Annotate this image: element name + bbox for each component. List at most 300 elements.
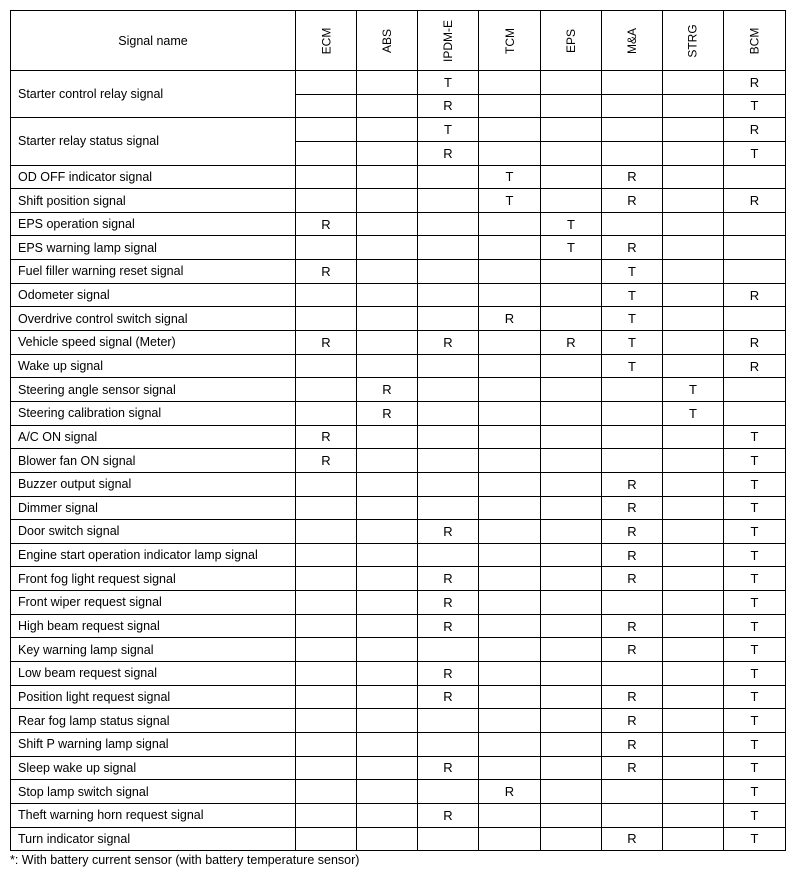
table-row	[11, 614, 786, 638]
value-cell: T	[663, 378, 724, 402]
unit-label: ABS	[379, 28, 394, 53]
value-cell	[479, 520, 541, 544]
table-row	[11, 827, 786, 851]
value-cell	[541, 141, 602, 165]
value-cell	[296, 543, 357, 567]
signal-name-cell: Odometer signal	[11, 283, 296, 307]
signal-name-cell: Theft warning horn request signal	[11, 803, 296, 827]
value-cell: T	[724, 803, 786, 827]
signal-name-cell: Sleep wake up signal	[11, 756, 296, 780]
unit-label: M&A	[624, 27, 639, 54]
value-cell: T	[418, 71, 479, 95]
unit-header-ecm	[296, 11, 357, 71]
value-cell	[357, 496, 418, 520]
table-row	[11, 307, 786, 331]
value-cell	[357, 307, 418, 331]
signal-name-cell: Steering angle sensor signal	[11, 378, 296, 402]
value-cell	[357, 756, 418, 780]
value-cell	[602, 71, 663, 95]
value-cell	[357, 638, 418, 662]
value-cell	[663, 141, 724, 165]
value-cell: T	[724, 543, 786, 567]
value-cell	[296, 472, 357, 496]
value-cell	[479, 756, 541, 780]
value-cell	[296, 638, 357, 662]
value-cell: R	[724, 189, 786, 213]
value-cell	[296, 71, 357, 95]
value-cell	[663, 732, 724, 756]
value-cell	[663, 685, 724, 709]
value-cell: T	[418, 118, 479, 142]
signal-name-cell: Rear fog lamp status signal	[11, 709, 296, 733]
value-cell	[541, 118, 602, 142]
value-cell	[357, 662, 418, 686]
signal-name-cell: Blower fan ON signal	[11, 449, 296, 473]
value-cell	[479, 472, 541, 496]
value-cell	[541, 71, 602, 95]
value-cell	[418, 449, 479, 473]
value-cell: R	[357, 378, 418, 402]
value-cell	[479, 401, 541, 425]
value-cell: R	[724, 71, 786, 95]
value-cell	[479, 260, 541, 284]
value-cell	[479, 283, 541, 307]
signal-name-cell: Low beam request signal	[11, 662, 296, 686]
signal-name-cell: Dimmer signal	[11, 496, 296, 520]
value-cell	[418, 307, 479, 331]
table-row	[11, 331, 786, 355]
value-cell: T	[663, 401, 724, 425]
table-row	[11, 685, 786, 709]
value-cell: T	[724, 94, 786, 118]
value-cell: R	[602, 567, 663, 591]
value-cell	[602, 141, 663, 165]
value-cell: R	[602, 756, 663, 780]
value-cell	[357, 331, 418, 355]
value-cell: R	[724, 283, 786, 307]
value-cell	[357, 94, 418, 118]
value-cell	[663, 94, 724, 118]
value-cell	[357, 236, 418, 260]
value-cell	[418, 827, 479, 851]
value-cell	[357, 425, 418, 449]
value-cell	[541, 378, 602, 402]
value-cell: T	[541, 236, 602, 260]
unit-header-abs	[357, 11, 418, 71]
value-cell: R	[602, 685, 663, 709]
value-cell	[296, 141, 357, 165]
unit-label: EPS	[563, 28, 578, 53]
value-cell: R	[602, 520, 663, 544]
value-cell: R	[602, 614, 663, 638]
value-cell	[541, 401, 602, 425]
value-cell	[602, 378, 663, 402]
value-cell	[479, 709, 541, 733]
table-row	[11, 780, 786, 804]
value-cell	[418, 212, 479, 236]
value-cell	[663, 472, 724, 496]
value-cell	[663, 260, 724, 284]
unit-header-strg	[663, 11, 724, 71]
table-row	[11, 591, 786, 615]
value-cell	[418, 732, 479, 756]
value-cell	[724, 260, 786, 284]
table-row	[11, 260, 786, 284]
unit-header-tcm	[479, 11, 541, 71]
value-cell	[479, 236, 541, 260]
value-cell	[418, 709, 479, 733]
signal-name-cell: Wake up signal	[11, 354, 296, 378]
value-cell	[357, 189, 418, 213]
value-cell: T	[724, 827, 786, 851]
value-cell: R	[418, 94, 479, 118]
value-cell	[296, 614, 357, 638]
value-cell: R	[479, 780, 541, 804]
value-cell: R	[602, 709, 663, 733]
value-cell	[418, 496, 479, 520]
value-cell	[296, 732, 357, 756]
value-cell	[663, 567, 724, 591]
value-cell	[357, 165, 418, 189]
value-cell	[541, 354, 602, 378]
signal-name-cell: Starter control relay signal	[11, 71, 296, 118]
value-cell: R	[418, 803, 479, 827]
value-cell: R	[479, 307, 541, 331]
signal-name-cell: Starter relay status signal	[11, 118, 296, 165]
value-cell: T	[724, 756, 786, 780]
value-cell	[663, 803, 724, 827]
value-cell	[296, 756, 357, 780]
value-cell: T	[724, 472, 786, 496]
value-cell: T	[479, 165, 541, 189]
value-cell	[724, 401, 786, 425]
value-cell	[296, 283, 357, 307]
value-cell: R	[602, 236, 663, 260]
value-cell	[663, 331, 724, 355]
value-cell	[418, 638, 479, 662]
value-cell: T	[724, 520, 786, 544]
value-cell	[663, 780, 724, 804]
value-cell	[602, 803, 663, 827]
table-row	[11, 732, 786, 756]
value-cell	[479, 94, 541, 118]
value-cell: T	[724, 496, 786, 520]
value-cell	[357, 118, 418, 142]
value-cell	[296, 354, 357, 378]
value-cell	[663, 425, 724, 449]
value-cell	[663, 283, 724, 307]
signal-name-cell: Shift position signal	[11, 189, 296, 213]
value-cell: T	[602, 307, 663, 331]
value-cell	[357, 709, 418, 733]
value-cell: T	[602, 260, 663, 284]
value-cell	[296, 165, 357, 189]
value-cell: T	[724, 567, 786, 591]
value-cell	[602, 401, 663, 425]
signal-name-cell: High beam request signal	[11, 614, 296, 638]
unit-label: IPDM-E	[441, 19, 455, 62]
value-cell	[479, 543, 541, 567]
value-cell	[663, 709, 724, 733]
value-cell	[357, 212, 418, 236]
value-cell	[541, 449, 602, 473]
value-cell	[541, 803, 602, 827]
value-cell	[479, 591, 541, 615]
value-cell	[663, 71, 724, 95]
signal-table	[10, 10, 786, 851]
value-cell: R	[296, 449, 357, 473]
signal-name-cell: Front wiper request signal	[11, 591, 296, 615]
value-cell	[357, 354, 418, 378]
header-row	[11, 11, 786, 71]
value-cell	[357, 614, 418, 638]
value-cell	[663, 638, 724, 662]
value-cell	[663, 591, 724, 615]
value-cell	[296, 496, 357, 520]
value-cell	[663, 212, 724, 236]
value-cell: R	[602, 472, 663, 496]
value-cell	[418, 165, 479, 189]
value-cell: T	[602, 331, 663, 355]
signal-name-cell: Key warning lamp signal	[11, 638, 296, 662]
value-cell: T	[724, 591, 786, 615]
value-cell: R	[418, 591, 479, 615]
value-cell	[357, 685, 418, 709]
value-cell	[357, 567, 418, 591]
value-cell: R	[296, 425, 357, 449]
value-cell: T	[724, 732, 786, 756]
value-cell	[479, 141, 541, 165]
unit-header-m-and-a	[602, 11, 663, 71]
value-cell	[541, 638, 602, 662]
value-cell	[418, 780, 479, 804]
value-cell	[541, 94, 602, 118]
value-cell	[479, 662, 541, 686]
signal-name-cell: Position light request signal	[11, 685, 296, 709]
value-cell	[663, 354, 724, 378]
value-cell: T	[602, 283, 663, 307]
value-cell: T	[541, 212, 602, 236]
value-cell	[296, 520, 357, 544]
value-cell	[296, 378, 357, 402]
value-cell	[541, 662, 602, 686]
value-cell	[479, 354, 541, 378]
value-cell: T	[724, 662, 786, 686]
unit-label: ECM	[318, 27, 333, 54]
value-cell	[296, 307, 357, 331]
table-row	[11, 709, 786, 733]
value-cell	[418, 236, 479, 260]
value-cell	[357, 591, 418, 615]
value-cell	[602, 780, 663, 804]
signal-name-cell: Overdrive control switch signal	[11, 307, 296, 331]
value-cell: R	[357, 401, 418, 425]
value-cell: R	[602, 732, 663, 756]
value-cell	[479, 567, 541, 591]
value-cell: R	[418, 685, 479, 709]
value-cell	[418, 189, 479, 213]
value-cell	[724, 307, 786, 331]
value-cell	[541, 685, 602, 709]
value-cell	[724, 212, 786, 236]
value-cell: R	[296, 331, 357, 355]
value-cell	[296, 685, 357, 709]
value-cell	[418, 425, 479, 449]
value-cell	[296, 803, 357, 827]
value-cell	[418, 260, 479, 284]
value-cell	[479, 496, 541, 520]
value-cell: R	[418, 141, 479, 165]
table-row	[11, 425, 786, 449]
value-cell	[357, 472, 418, 496]
value-cell	[296, 567, 357, 591]
unit-header-bcm	[724, 11, 786, 71]
table-row	[11, 71, 786, 95]
table-row	[11, 378, 786, 402]
value-cell: R	[418, 520, 479, 544]
signal-name-cell: Steering calibration signal	[11, 401, 296, 425]
value-cell: T	[724, 709, 786, 733]
value-cell	[663, 827, 724, 851]
value-cell	[357, 780, 418, 804]
value-cell	[296, 780, 357, 804]
value-cell	[479, 732, 541, 756]
value-cell	[541, 780, 602, 804]
value-cell: T	[602, 354, 663, 378]
table-row	[11, 401, 786, 425]
signal-name-cell: EPS warning lamp signal	[11, 236, 296, 260]
value-cell: R	[418, 331, 479, 355]
signal-name-header: Signal name	[11, 11, 296, 71]
signal-name-cell: Buzzer output signal	[11, 472, 296, 496]
table-row	[11, 756, 786, 780]
value-cell: R	[602, 496, 663, 520]
value-cell	[296, 94, 357, 118]
table-row	[11, 212, 786, 236]
value-cell	[541, 591, 602, 615]
value-cell	[296, 827, 357, 851]
signal-name-cell: EPS operation signal	[11, 212, 296, 236]
value-cell	[663, 756, 724, 780]
value-cell	[663, 236, 724, 260]
value-cell	[724, 236, 786, 260]
value-cell	[602, 118, 663, 142]
value-cell	[357, 260, 418, 284]
value-cell: R	[602, 827, 663, 851]
value-cell	[479, 378, 541, 402]
table-row	[11, 118, 786, 142]
value-cell: T	[724, 614, 786, 638]
table-row	[11, 283, 786, 307]
value-cell	[541, 189, 602, 213]
value-cell	[357, 543, 418, 567]
table-row	[11, 567, 786, 591]
value-cell: T	[724, 141, 786, 165]
value-cell: T	[724, 425, 786, 449]
value-cell	[663, 189, 724, 213]
value-cell	[541, 165, 602, 189]
unit-header-eps	[541, 11, 602, 71]
value-cell: R	[418, 567, 479, 591]
signal-name-cell: Fuel filler warning reset signal	[11, 260, 296, 284]
value-cell	[479, 685, 541, 709]
table-row	[11, 520, 786, 544]
value-cell	[602, 425, 663, 449]
value-cell	[541, 614, 602, 638]
value-cell: R	[296, 212, 357, 236]
value-cell	[663, 496, 724, 520]
signal-name-cell: A/C ON signal	[11, 425, 296, 449]
value-cell	[296, 591, 357, 615]
value-cell	[418, 472, 479, 496]
value-cell	[479, 212, 541, 236]
value-cell	[541, 307, 602, 331]
value-cell	[663, 662, 724, 686]
value-cell	[479, 331, 541, 355]
value-cell	[296, 118, 357, 142]
value-cell	[479, 425, 541, 449]
value-cell	[296, 189, 357, 213]
value-cell	[479, 638, 541, 662]
value-cell	[479, 449, 541, 473]
value-cell	[541, 520, 602, 544]
footnote: *: With battery current sensor (with battery temperature sensor)	[10, 853, 360, 867]
value-cell	[541, 709, 602, 733]
value-cell	[418, 283, 479, 307]
value-cell	[663, 520, 724, 544]
value-cell	[541, 827, 602, 851]
value-cell: R	[724, 331, 786, 355]
value-cell: T	[724, 780, 786, 804]
value-cell	[296, 401, 357, 425]
value-cell	[479, 803, 541, 827]
value-cell: R	[602, 189, 663, 213]
table-row	[11, 236, 786, 260]
table-row	[11, 662, 786, 686]
value-cell	[724, 378, 786, 402]
value-cell	[541, 472, 602, 496]
value-cell: T	[479, 189, 541, 213]
value-cell: R	[602, 165, 663, 189]
value-cell	[602, 591, 663, 615]
value-cell	[418, 401, 479, 425]
value-cell: T	[724, 449, 786, 473]
value-cell	[357, 449, 418, 473]
value-cell	[541, 496, 602, 520]
value-cell	[663, 449, 724, 473]
value-cell	[418, 354, 479, 378]
value-cell	[541, 732, 602, 756]
value-cell	[663, 543, 724, 567]
value-cell	[479, 827, 541, 851]
table-row	[11, 189, 786, 213]
value-cell	[602, 662, 663, 686]
unit-label: BCM	[747, 27, 762, 54]
value-cell	[357, 283, 418, 307]
table-row	[11, 543, 786, 567]
value-cell	[724, 165, 786, 189]
value-cell	[479, 118, 541, 142]
signal-name-cell: Stop lamp switch signal	[11, 780, 296, 804]
value-cell	[663, 165, 724, 189]
value-cell	[541, 567, 602, 591]
table-row	[11, 638, 786, 662]
value-cell	[541, 756, 602, 780]
value-cell	[663, 118, 724, 142]
table-row	[11, 354, 786, 378]
table-row	[11, 449, 786, 473]
value-cell	[479, 614, 541, 638]
